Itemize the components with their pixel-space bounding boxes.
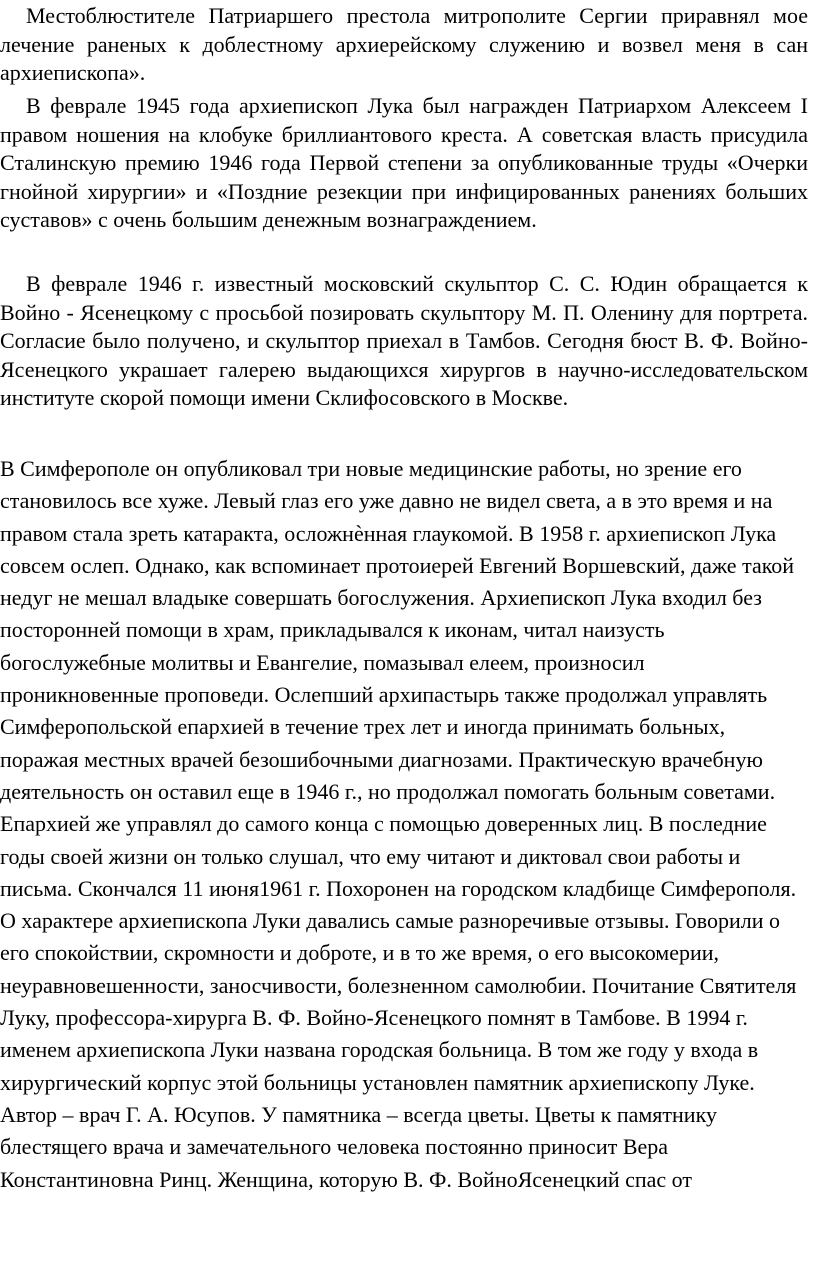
paragraph-3: В феврале 1946 г. известный московский скульптор С. С. Юдин обращается к Войно - Ясенецкому с просьбой позировать скульптору М. П. Оленину для портрета. Согласие было получено, и скульптор приехал в Тамбов. Сегодня бюст В. Ф. Войно-Ясенецкого украшает галерею выдающихся хирургов в научно-исследовательском институте скорой помощи имени Склифосовского в Москве. <box>0 271 808 411</box>
paragraph-2: В феврале 1945 года архиепископ Лука был награжден Патриархом Алексеем I правом ношения на клобуке бриллиантового креста. А советская власть присудила Сталинскую премию 1946 года Первой степени за опубликованные труды «Очерки гнойной хирургии» и «Поздние резекции при инфицированных ранениях больших суставов» с очень большим денежным вознаграждением. <box>0 93 808 233</box>
paragraph-4: В Симферополе он опубликовал три новые медицинские работы, но зрение его становилось все хуже. Левый глаз его уже давно не видел света, а в это время и на правом стала зреть катаракта, осложнѐнная глаукомой. В 1958 г. архиепископ Лука совсем ослеп. Однако, как вспоминает протоиерей Евгений Воршевский, даже такой недуг не мешал владыке совершать богослужения. Архиепископ Лука входил без посторонней помощи в храм, прикладывался к иконам, читал наизусть богослужебные молитвы и Евангелие, помазывал елеем, произносил проникновенные проповеди. Ослепший архипастырь также продолжал управлять Симферопольской епархией в течение трех лет и иногда принимать больных, поражая местных врачей безошибочными диагнозами. Практическую врачебную деятельность он оставил еще в 1946 г., но продолжал помогать больным советами. Епархией же управлял до самого конца с помощью доверенных лиц. В последние годы своей жизни он только слушал, что ему читают и диктовал свои работы и письма. Скончался 11 июня1961 г. Похоронен на городском кладбище Симферополя. О характере архиепископа Луки давались самые разноречивые отзывы. Говорили о его спокойствии, скромности и доброте, и в то же время, о его высокомерии, неуравновешенности, заносчивости, болезненном самолюбии. Почитание Святителя Луку, профессора-хирурга В. Ф. Войно-Ясенецкого помнят в Тамбове. В 1994 г. именем архиепископа Луки названа городская больница. В том же году у входа в хирургический корпус этой больницы установлен памятник архиепископу Луке. Автор – врач Г. А. Юсупов. У памятника – всегда цветы. Цветы к памятнику блестящего врача и замечательного человека постоянно приносит Вера Константиновна Ринц. Женщина, которую В. Ф. ВойноЯсенецкий спас от <box>0 456 797 1192</box>
paragraph-1: Местоблюстителе Патриаршего престола митрополите Сергии приравнял мое лечение раненых к доблестному архиерейскому служению и возвел меня в сан архиепископа». <box>0 3 808 86</box>
